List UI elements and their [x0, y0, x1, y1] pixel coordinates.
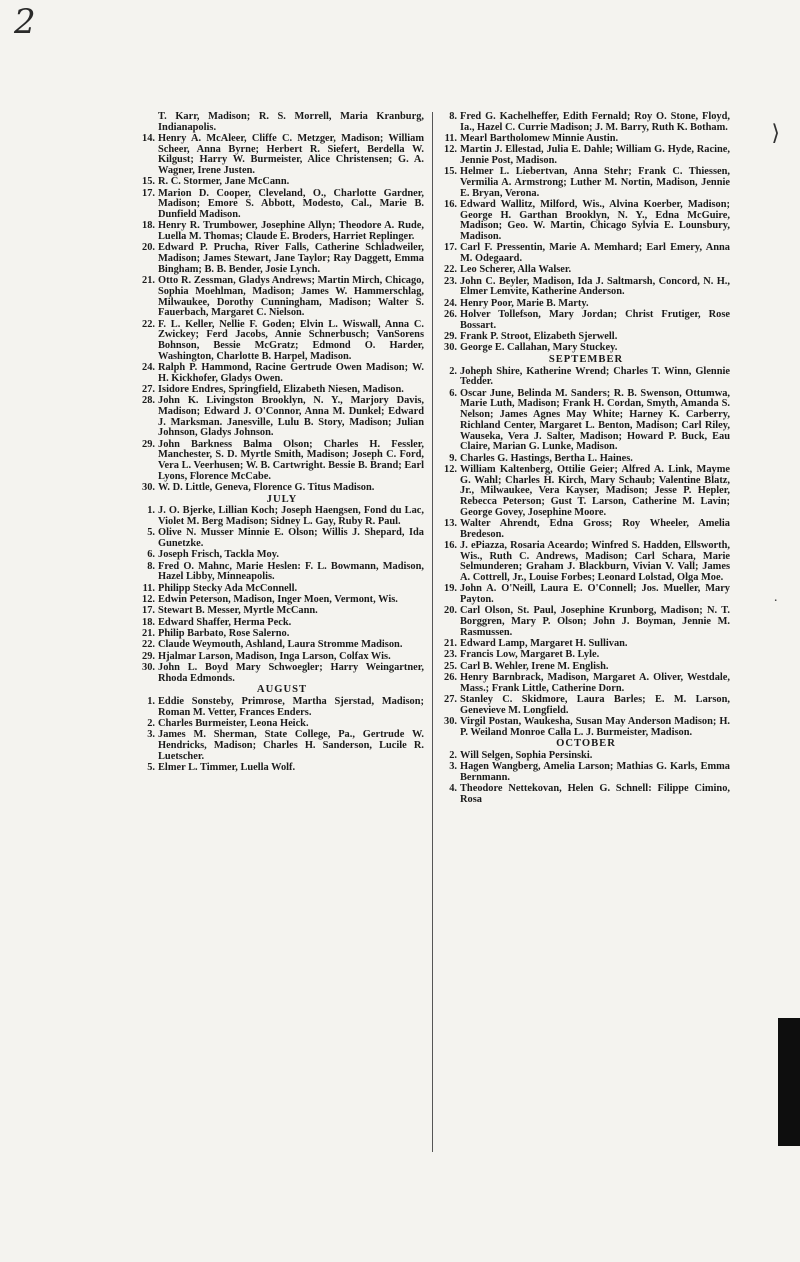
- entry-names: Carl B. Wehler, Irene M. English.: [460, 660, 609, 672]
- entry-date: 30.: [142, 482, 155, 494]
- entry-date: 23.: [444, 275, 457, 287]
- entry-names: James M. Sherman, State College, Pa., Gertrude W. Hendricks, Madison; Charles H. Sanderson, Lucile R. Luetscher.: [158, 729, 424, 762]
- entry-date: 14.: [142, 133, 155, 144]
- entry-names: Philip Barbato, Rose Salerno.: [158, 627, 290, 639]
- marriage-entry: [442, 367, 730, 388]
- marriage-entry: [442, 299, 730, 310]
- entry-names: Edwin Peterson, Madison, Inger Moen, Vermont, Wis.: [158, 594, 398, 606]
- entry-date: 18.: [142, 616, 155, 628]
- entry-names: Virgil Postan, Waukesha, Susan May Anderson Madison; H. P. Weiland Monroe Calla L. J. Burmeister, Madison.: [460, 715, 730, 738]
- marriage-entry: [442, 167, 730, 199]
- entry-date: 25.: [444, 660, 457, 672]
- marriage-entry: [442, 145, 730, 166]
- entry-names: Francis Low, Margaret B. Lyle.: [460, 649, 600, 661]
- marriage-entry: [140, 719, 424, 730]
- entry-date: 5.: [147, 761, 155, 773]
- entry-names: Claude Weymouth, Ashland, Laura Stromme Madison.: [158, 639, 403, 651]
- marriage-entry: [140, 385, 424, 396]
- entry-names: Olive N. Musser Minnie E. Olson; Willis J. Shepard, Ida Gunetzke.: [158, 527, 424, 550]
- entry-date: 8.: [147, 560, 155, 572]
- marriage-entry: [140, 112, 424, 133]
- entry-names: Marion D. Cooper, Cleveland, O., Charlotte Gardner, Madison; Emore S. Abbott, Modesto, Cal., Marie B. Dunfield Madison.: [158, 187, 424, 221]
- entry-names: John Barkness Balma Olson; Charles H. Fessler, Manchester, S. D. Myrtle Smith, Madison; Joseph C. Ford, Vera L. Veerhusen; W. B. Cartwright. Bessie B. Brand; Earl Lyons, Florence McCabe.: [158, 438, 424, 482]
- entry-names: Elmer L. Timmer, Luella Wolf.: [158, 761, 296, 773]
- entry-names: Charles Burmeister, Leona Heick.: [158, 717, 309, 729]
- marriage-entry: [442, 784, 730, 805]
- marriage-entry: [442, 717, 730, 738]
- entry-date: 13.: [444, 517, 457, 529]
- marriage-entry: [442, 134, 730, 145]
- marriage-entry: [442, 265, 730, 276]
- marriage-entry: [442, 541, 730, 584]
- entry-names: Philipp Stecky Ada McConnell.: [158, 582, 298, 594]
- entry-names: Hagen Wangberg, Amelia Larson; Mathias G. Karls, Emma Bernmann.: [460, 761, 730, 784]
- entry-names: Eddie Sonsteby, Primrose, Martha Sjerstad, Madison; Roman M. Vetter, Frances Enders.: [158, 695, 424, 718]
- entry-date: 30.: [444, 715, 457, 727]
- marriage-entry: [140, 440, 424, 483]
- entry-names: Martin J. Ellestad, Julia E. Dahle; William G. Hyde, Racine, Jennie Post, Madison.: [460, 144, 730, 166]
- entry-date: 6.: [449, 387, 457, 399]
- marriage-entry: [140, 562, 424, 583]
- marriage-entry: [442, 519, 730, 540]
- entry-date: 4.: [449, 783, 457, 795]
- marriage-entry: [442, 112, 730, 133]
- marriage-entry: [140, 396, 424, 439]
- marriage-entry: [140, 595, 424, 606]
- entry-names: Edward Wallitz, Milford, Wis., Alvina Koerber, Madison; George H. Garthan Brooklyn, N. Y., Edna McGuire, Madison; Geo. W. Martin, Chicago Sylvia E. Lounsbury, Madison.: [460, 199, 730, 243]
- entry-names: F. L. Keller, Nellie F. Goden; Elvin L. Wiswall, Anna C. Zwickey; Ferd Jacobs, Annie Schnerbusch; VanSorens Bohnson, Bessie McGratz; Edmond O. Harder, Washington, Charlotte B. Harpel, Madison.: [158, 318, 424, 362]
- marriage-entry: [442, 673, 730, 694]
- entry-date: 30.: [142, 661, 155, 673]
- entry-names: John K. Livingston Brooklyn, N. Y., Marjory Davis, Madison; Edward J. O'Connor, Anna M. Dunkel; Edward J. Marksman. Janesville, Lulu B. Story, Madison; Julian Johnson, Gladys Johnson.: [158, 395, 424, 439]
- marriage-entry: [140, 189, 424, 221]
- marriage-entry: [442, 277, 730, 298]
- entry-date: 3.: [449, 761, 457, 773]
- marriage-entry: [140, 134, 424, 177]
- entry-date: 29.: [142, 650, 155, 662]
- entry-names: T. Karr, Madison; R. S. Morrell, Maria Kranburg, Indianapolis.: [158, 111, 424, 133]
- entry-date: 19.: [444, 583, 457, 595]
- entry-names: John L. Boyd Mary Schwoegler; Harry Weingartner, Rhoda Edmonds.: [158, 661, 424, 684]
- marriage-entry: [442, 465, 730, 519]
- entry-date: 23.: [444, 649, 457, 661]
- entry-names: Stewart B. Messer, Myrtle McCann.: [158, 605, 318, 617]
- marriage-entry: [140, 506, 424, 527]
- marriage-entry: [442, 343, 730, 354]
- entry-date: 12.: [142, 594, 155, 606]
- marriage-entry: [140, 763, 424, 774]
- entry-date: 18.: [142, 220, 155, 232]
- entry-date: 29.: [444, 331, 457, 342]
- marriage-entry: [140, 584, 424, 595]
- entry-names: Joheph Shire, Katherine Wrend; Charles T. Winn, Glennie Tedder.: [460, 365, 730, 388]
- entry-date: 27.: [142, 383, 155, 395]
- entry-date: 21.: [142, 275, 155, 287]
- entry-date: 16.: [444, 539, 457, 551]
- entry-date: 11.: [444, 133, 457, 144]
- entry-names: George E. Callahan, Mary Stuckey.: [460, 342, 618, 354]
- entry-date: 9.: [449, 452, 457, 464]
- marriage-entry: [140, 606, 424, 617]
- marriage-entry: [442, 639, 730, 650]
- entry-names: Edward Lamp, Margaret H. Sullivan.: [460, 638, 628, 650]
- marriage-entry: [442, 662, 730, 673]
- entry-date: 29.: [142, 438, 155, 450]
- entry-names: Fred G. Kachelheffer, Edith Fernald; Roy O. Stone, Floyd, Ia., Hazel C. Currie Madison; J. M. Barry, Ruth K. Botham.: [460, 111, 730, 133]
- scanner-edge-shadow: [778, 1018, 800, 1146]
- entry-date: 17.: [142, 187, 155, 199]
- marriage-entry: [140, 276, 424, 319]
- entry-names: Joseph Frisch, Tackla Moy.: [158, 549, 279, 561]
- marriage-entry: [140, 697, 424, 718]
- entry-date: 15.: [444, 166, 457, 178]
- entry-names: Holver Tollefson, Mary Jordan; Christ Frutiger, Rose Bossart.: [460, 309, 730, 331]
- marriage-entry: [442, 695, 730, 716]
- entry-names: Henry A. McAleer, Cliffe C. Metzger, Madison; William Scheer, Anna Byrne; Herbert R. Siefert, Berdella W. Kilgust; Harry W. Burmeister, Alice Christensen; G. A. Wagner, Irene Justen.: [158, 133, 424, 177]
- entry-date: 16.: [444, 199, 457, 210]
- entry-date: 12.: [444, 463, 457, 475]
- entry-names: Henry R. Trumbower, Josephine Allyn; Theodore A. Rude, Luella M. Thomas; Claude E. Broders, Harriet Replinger.: [158, 220, 424, 243]
- entry-date: 30.: [444, 342, 457, 354]
- entry-date: 3.: [147, 729, 155, 741]
- marriage-entry: [442, 454, 730, 465]
- entry-date: 17.: [142, 605, 155, 617]
- entry-date: 22.: [142, 639, 155, 651]
- marriage-entry: [140, 243, 424, 275]
- entry-date: 11.: [142, 582, 155, 594]
- entry-date: 20.: [444, 605, 457, 617]
- entry-names: Ralph P. Hammond, Racine Gertrude Owen Madison; W. H. Kickhofer, Gladys Owen.: [158, 361, 424, 384]
- entry-date: 22.: [142, 318, 155, 330]
- marriage-entry: [442, 606, 730, 638]
- marriage-entry: [442, 389, 730, 453]
- entry-names: Charles G. Hastings, Bertha L. Haines.: [460, 452, 633, 464]
- entry-date: 2.: [449, 750, 457, 762]
- marriage-entry: [140, 618, 424, 629]
- entry-names: Hjalmar Larson, Madison, Inga Larson, Colfax Wis.: [158, 650, 391, 662]
- entry-names: Carl Olson, St. Paul, Josephine Krunborg, Madison; N. T. Borggren, Mary P. Olson; John J. Boyman, Jennie M. Rasmussen.: [460, 605, 730, 638]
- entry-date: 21.: [444, 638, 457, 650]
- entry-date: 28.: [142, 395, 155, 407]
- marriage-entry: [442, 200, 730, 243]
- entry-names: Fred O. Mahnc, Marie Heslen: F. L. Bowmann, Madison, Hazel Libby, Minneapolis.: [158, 560, 424, 583]
- entry-names: Walter Ahrendt, Edna Gross; Roy Wheeler, Amelia Bredeson.: [460, 517, 730, 540]
- marriage-entry: [140, 730, 424, 762]
- entry-names: J. ePiazza, Rosaria Aceardo; Winfred S. Hadden, Ellsworth, Wis., Ruth C. Andrews, Madison; Carl Schara, Marie Selmunderen; Graham J. Blackburn, Vivian V. Vall; James A. Cottrell, Jr., Louise Forbes; Leonard Lolstad, Olga Moe.: [460, 539, 730, 584]
- entry-names: Frank P. Stroot, Elizabeth Sjerwell.: [460, 331, 618, 342]
- entry-names: Will Selgen, Sophia Persinski.: [460, 750, 593, 762]
- entry-names: John A. O'Neill, Laura E. O'Connell; Jos. Mueller, Mary Payton.: [460, 583, 730, 606]
- entry-names: Edward Shaffer, Herma Peck.: [158, 616, 292, 628]
- entry-names: Isidore Endres, Springfield, Elizabeth Niesen, Madison.: [158, 383, 404, 395]
- entry-names: William Kaltenberg, Ottilie Geier; Alfred A. Link, Mayme G. Wahl; Charles H. Kirch, Mary Schaub; Valentine Blatz, Jr., Milwaukee, Vera Kayser, Madison; Jesse P. Hepler, Rebecca Peterson; Gust T. Larson, Catherine M. Lavin; George Govey, Josephine Moore.: [460, 463, 730, 518]
- entry-names: Leo Scherer, Alla Walser.: [460, 264, 572, 276]
- marriage-entry: [140, 221, 424, 242]
- entry-date: 6.: [147, 549, 155, 561]
- month-heading: AUGUST: [256, 684, 308, 696]
- entry-date: 1.: [147, 695, 155, 707]
- marriage-entry: [140, 629, 424, 640]
- marriage-entry: [140, 640, 424, 651]
- marriage-entry: [442, 310, 730, 331]
- marriage-entry: [442, 751, 730, 762]
- entry-date: 20.: [142, 242, 155, 254]
- entry-names: Otto R. Zessman, Gladys Andrews; Martin Mirch, Chicago, Sophia Moehlman, Madison; James W. Hammerschlag, Milwaukee, Dorothy Cunningham, Madison; Walter S. Fauerbach, Margaret C. Nielson.: [158, 275, 424, 319]
- page-number: 2: [14, 2, 36, 42]
- entry-date: 17.: [444, 242, 457, 254]
- entry-names: J. O. Bjerke, Lillian Koch; Joseph Haengsen, Fond du Lac, Violet M. Berg Madison; Sidney L. Gay, Ruby R. Paul.: [158, 505, 424, 528]
- entry-date: 21.: [142, 627, 155, 639]
- month-heading: SEPTEMBER: [548, 354, 624, 365]
- entry-date: 24.: [444, 297, 457, 309]
- marriage-entry: [442, 584, 730, 605]
- marriage-entry: [140, 320, 424, 363]
- marriage-entry: [442, 762, 730, 783]
- marriage-entry: [140, 528, 424, 549]
- marriage-entry: [442, 243, 730, 264]
- entry-date: 15.: [142, 176, 155, 188]
- entry-date: 26.: [444, 671, 457, 683]
- entry-date: 8.: [449, 111, 457, 122]
- entry-names: R. C. Stormer, Jane McCann.: [158, 176, 290, 188]
- entry-date: 12.: [444, 144, 457, 156]
- entry-names: Edward P. Prucha, River Falls, Catherine Schladweiler, Madison; James Stewart, Jane Taylor; Ray Daggett, Emma Bingham; B. B. Bender, Josie Lynch.: [158, 242, 424, 275]
- marriage-entry: [140, 483, 424, 494]
- entry-date: 27.: [444, 693, 457, 705]
- marriage-entry: [442, 650, 730, 661]
- margin-bracket-mark: ⟩: [771, 120, 780, 145]
- entry-names: Stanley C. Skidmore, Laura Barles; E. M. Larson, Genevieve M. Longfield.: [460, 693, 730, 716]
- month-heading: JULY: [266, 493, 298, 505]
- entry-names: John C. Beyler, Madison, Ida J. Saltmarsh, Concord, N. H., Elmer Lemvite, Katherine Anderson.: [460, 275, 730, 298]
- entry-date: 22.: [444, 264, 457, 276]
- entry-names: W. D. Little, Geneva, Florence G. Titus Madison.: [158, 482, 375, 494]
- entry-date: 1.: [147, 505, 155, 517]
- margin-dot-mark: ·: [773, 594, 778, 609]
- entry-names: Mearl Bartholomew Minnie Austin.: [460, 133, 619, 144]
- entry-date: 2.: [449, 365, 457, 377]
- entry-date: 26.: [444, 309, 457, 320]
- entry-date: 24.: [142, 361, 155, 373]
- month-heading: OCTOBER: [556, 738, 616, 750]
- entry-names: Henry Barnbrack, Madison, Margaret A. Oliver, Westdale, Mass.; Frank Little, Catherine Dorn.: [460, 671, 730, 694]
- marriage-entry: [140, 652, 424, 663]
- entry-names: Theodore Nettekovan, Helen G. Schnell: Filippe Cimino, Rosa: [460, 783, 730, 806]
- column-divider: [432, 112, 433, 1152]
- marriage-entry: [442, 332, 730, 343]
- marriage-entry: [140, 177, 424, 188]
- right-column: [442, 112, 730, 806]
- entry-names: Helmer L. Liebertvan, Anna Stehr; Frank C. Thiessen, Vermilia A. Armstrong; Luther M. Nortin, Madison, Jennie E. Bryan, Verona.: [460, 166, 730, 199]
- marriage-entry: [140, 663, 424, 684]
- entry-date: 5.: [147, 527, 155, 539]
- entry-date: 2.: [147, 717, 155, 729]
- entry-names: Henry Poor, Marie B. Marty.: [460, 297, 589, 309]
- entry-names: Carl F. Pressentin, Marie A. Memhard; Earl Emery, Anna M. Odegaard.: [460, 242, 730, 265]
- marriage-entry: [140, 550, 424, 561]
- entry-names: Oscar June, Belinda M. Sanders; R. B. Swenson, Ottumwa, Marie Luth, Madison; Frank H. Cordan, Smyth, Amanda S. Nelson; James Agnes May White; Harney K. Carberry, Richland Center, Margaret L. Benton, Madison; Carl Riley, Wauseka, Vera J. Salter, Madison; Howard P. Buck, Eau Claire, Marian G. Lunke, Madison.: [460, 387, 730, 453]
- marriage-entry: [140, 363, 424, 384]
- left-column: [140, 112, 424, 774]
